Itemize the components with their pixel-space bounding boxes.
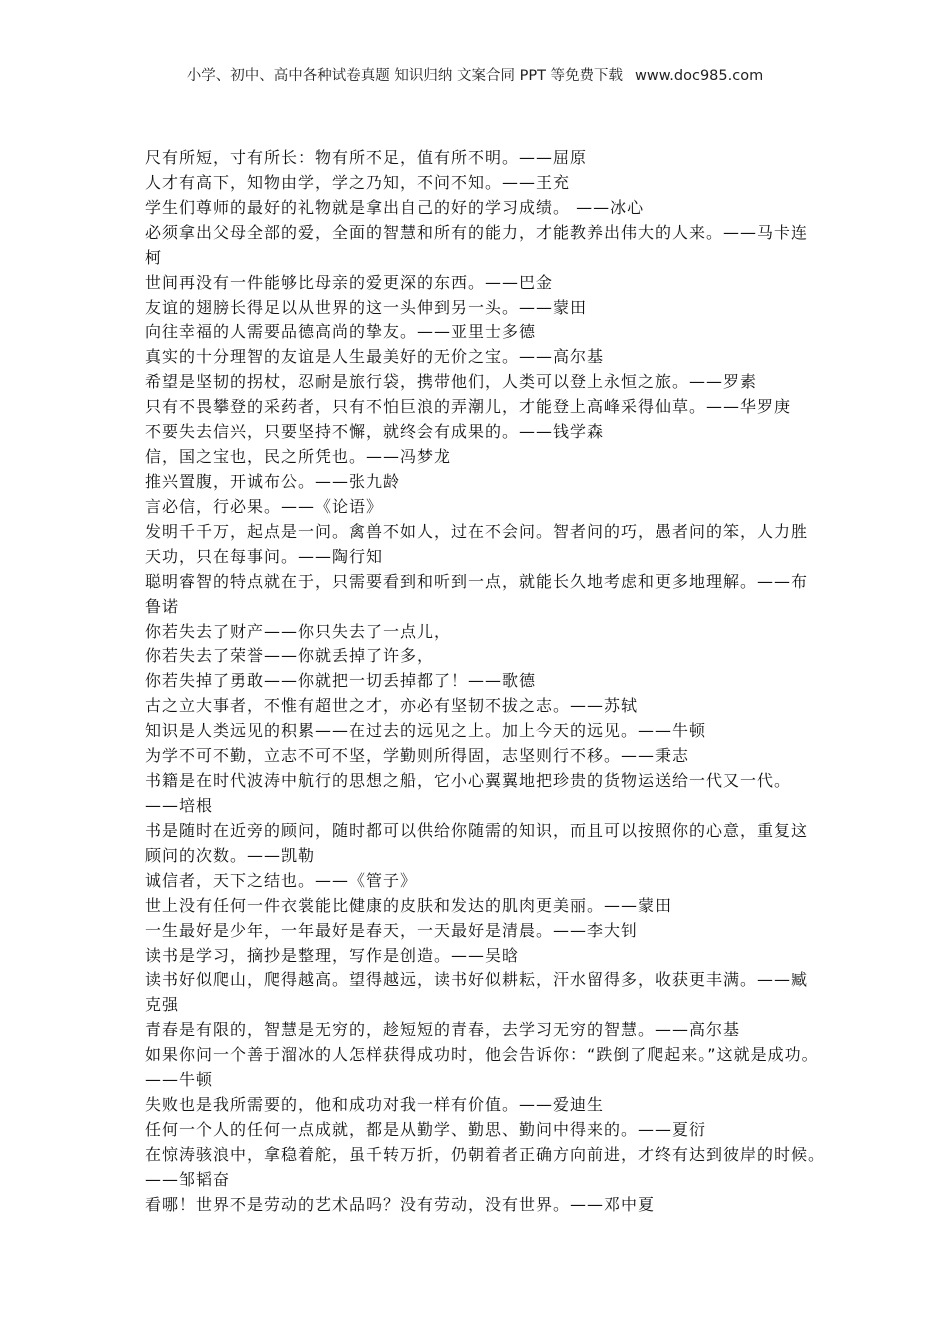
- text-line: 聪明睿智的特点就在于，只需要看到和听到一点，就能长久地考虑和更多地理解。——布: [145, 571, 809, 591]
- text-line: 书是随时在近旁的顾问，随时都可以供给你随需的知识，而且可以按照你的心意，重复这: [145, 820, 809, 840]
- text-line: ——牛顿: [145, 1070, 214, 1090]
- text-line: ——邹韬奋: [145, 1169, 231, 1189]
- page-header: [0, 64, 950, 85]
- text-line: 推兴置腹，开诚布公。——张九龄: [145, 471, 401, 491]
- quote-list: [145, 146, 825, 1218]
- text-line: 读书好似爬山，爬得越高。望得越远，读书好似耕耘，汗水留得多，收获更丰满。——臧: [145, 970, 809, 990]
- text-line: 真实的十分理智的友谊是人生最美好的无价之宝。——高尔基: [145, 347, 605, 367]
- text-line: 希望是坚韧的拐杖，忍耐是旅行袋，携带他们，人类可以登上永恒之旅。——罗素: [145, 372, 758, 392]
- text-line: 任何一个人的任何一点成就，都是从勤学、勤思、勤问中得来的。——夏衍: [145, 1119, 707, 1139]
- text-line: 信，国之宝也，民之所凭也。——冯梦龙: [145, 447, 452, 467]
- text-line: 柯: [145, 247, 163, 267]
- header-url: www.doc985.com: [635, 68, 764, 84]
- text-line: 如果你问一个善于溜冰的人怎样获得成功时，他会告诉你：“跌倒了爬起来。”这就是成功。: [145, 1045, 819, 1065]
- text-line: 必须拿出父母全部的爱，全面的智慧和所有的能力，才能教养出伟大的人来。——马卡连: [145, 222, 809, 242]
- text-line: 古之立大事者，不惟有超世之才，亦必有坚韧不拔之志。——苏轼: [145, 696, 639, 716]
- text-line: 克强: [145, 995, 180, 1015]
- text-line: 你若失掉了勇敢——你就把一切丢掉都了！——歌德: [145, 671, 537, 691]
- text-line: 读书是学习，摘抄是整理，写作是创造。——吴晗: [145, 945, 520, 965]
- text-line: 为学不可不勤，立志不可不坚，学勤则所得固，志坚则行不移。——秉志: [145, 746, 690, 766]
- text-line: ——培根: [145, 795, 214, 815]
- text-line: 学生们尊师的最好的礼物就是拿出自己的好的学习成绩。 ——冰心: [145, 197, 645, 217]
- text-line: 诚信者，天下之结也。——《管子》: [145, 870, 418, 890]
- text-line: 不要失去信兴，只要坚持不懈，就终会有成果的。——钱学森: [145, 422, 605, 442]
- text-line: 一生最好是少年，一年最好是春天，一天最好是清晨。——李大钊: [145, 920, 639, 940]
- text-line: 知识是人类远见的积累——在过去的远见之上。加上今天的远见。——牛顿: [145, 721, 707, 741]
- text-line: 顾问的次数。——凯勒: [145, 845, 316, 865]
- text-line: 友谊的翅膀长得足以从世界的这一头伸到另一头。——蒙田: [145, 297, 588, 317]
- text-line: 看哪！世界不是劳动的艺术品吗？没有劳动，没有世界。——邓中夏: [145, 1194, 656, 1214]
- text-line: 你若失去了财产——你只失去了一点儿，: [145, 621, 452, 641]
- text-line: 鲁诺: [145, 596, 180, 616]
- text-line: 世上没有任何一件衣裳能比健康的皮肤和发达的肌肉更美丽。——蒙田: [145, 895, 673, 915]
- text-line: 天功，只在每事问。——陶行知: [145, 546, 384, 566]
- text-line: 青春是有限的，智慧是无穷的，趁短短的青春，去学习无穷的智慧。——高尔基: [145, 1020, 741, 1040]
- text-line: 你若失去了荣誉——你就丢掉了许多，: [145, 646, 435, 666]
- text-line: 失败也是我所需要的，他和成功对我一样有价值。——爱迪生: [145, 1095, 605, 1115]
- text-line: 言必信，行必果。——《论语》: [145, 496, 384, 516]
- text-line: 尺有所短，寸有所长：物有所不足，值有所不明。——屈原: [145, 148, 588, 167]
- text-line: 在惊涛骇浪中，拿稳着舵，虽千转万折，仍朝着者正确方向前进，才终有达到彼岸的时候。: [145, 1144, 826, 1164]
- text-line: 只有不畏攀登的采药者，只有不怕巨浪的弄潮儿，才能登上高峰采得仙草。——华罗庚: [145, 397, 792, 417]
- text-line: 向往幸福的人需要品德高尚的挚友。——亚里士多德: [145, 322, 537, 342]
- header-text: 小学、初中、高中各种试卷真题 知识归纳 文案合同 PPT 等免费下载: [186, 68, 624, 84]
- text-line: 人才有高下，知物由学，学之乃知，不问不知。——王充: [145, 172, 571, 192]
- text-line: 发明千千万，起点是一问。禽兽不如人，过在不会问。智者问的巧，愚者问的笨，人力胜: [145, 521, 809, 541]
- text-line: 世间再没有一件能够比母亲的爱更深的东西。——巴金: [145, 272, 554, 292]
- text-line: 书籍是在时代波涛中航行的思想之船，它小心翼翼地把珍贵的货物运送给一代又一代。: [145, 771, 792, 791]
